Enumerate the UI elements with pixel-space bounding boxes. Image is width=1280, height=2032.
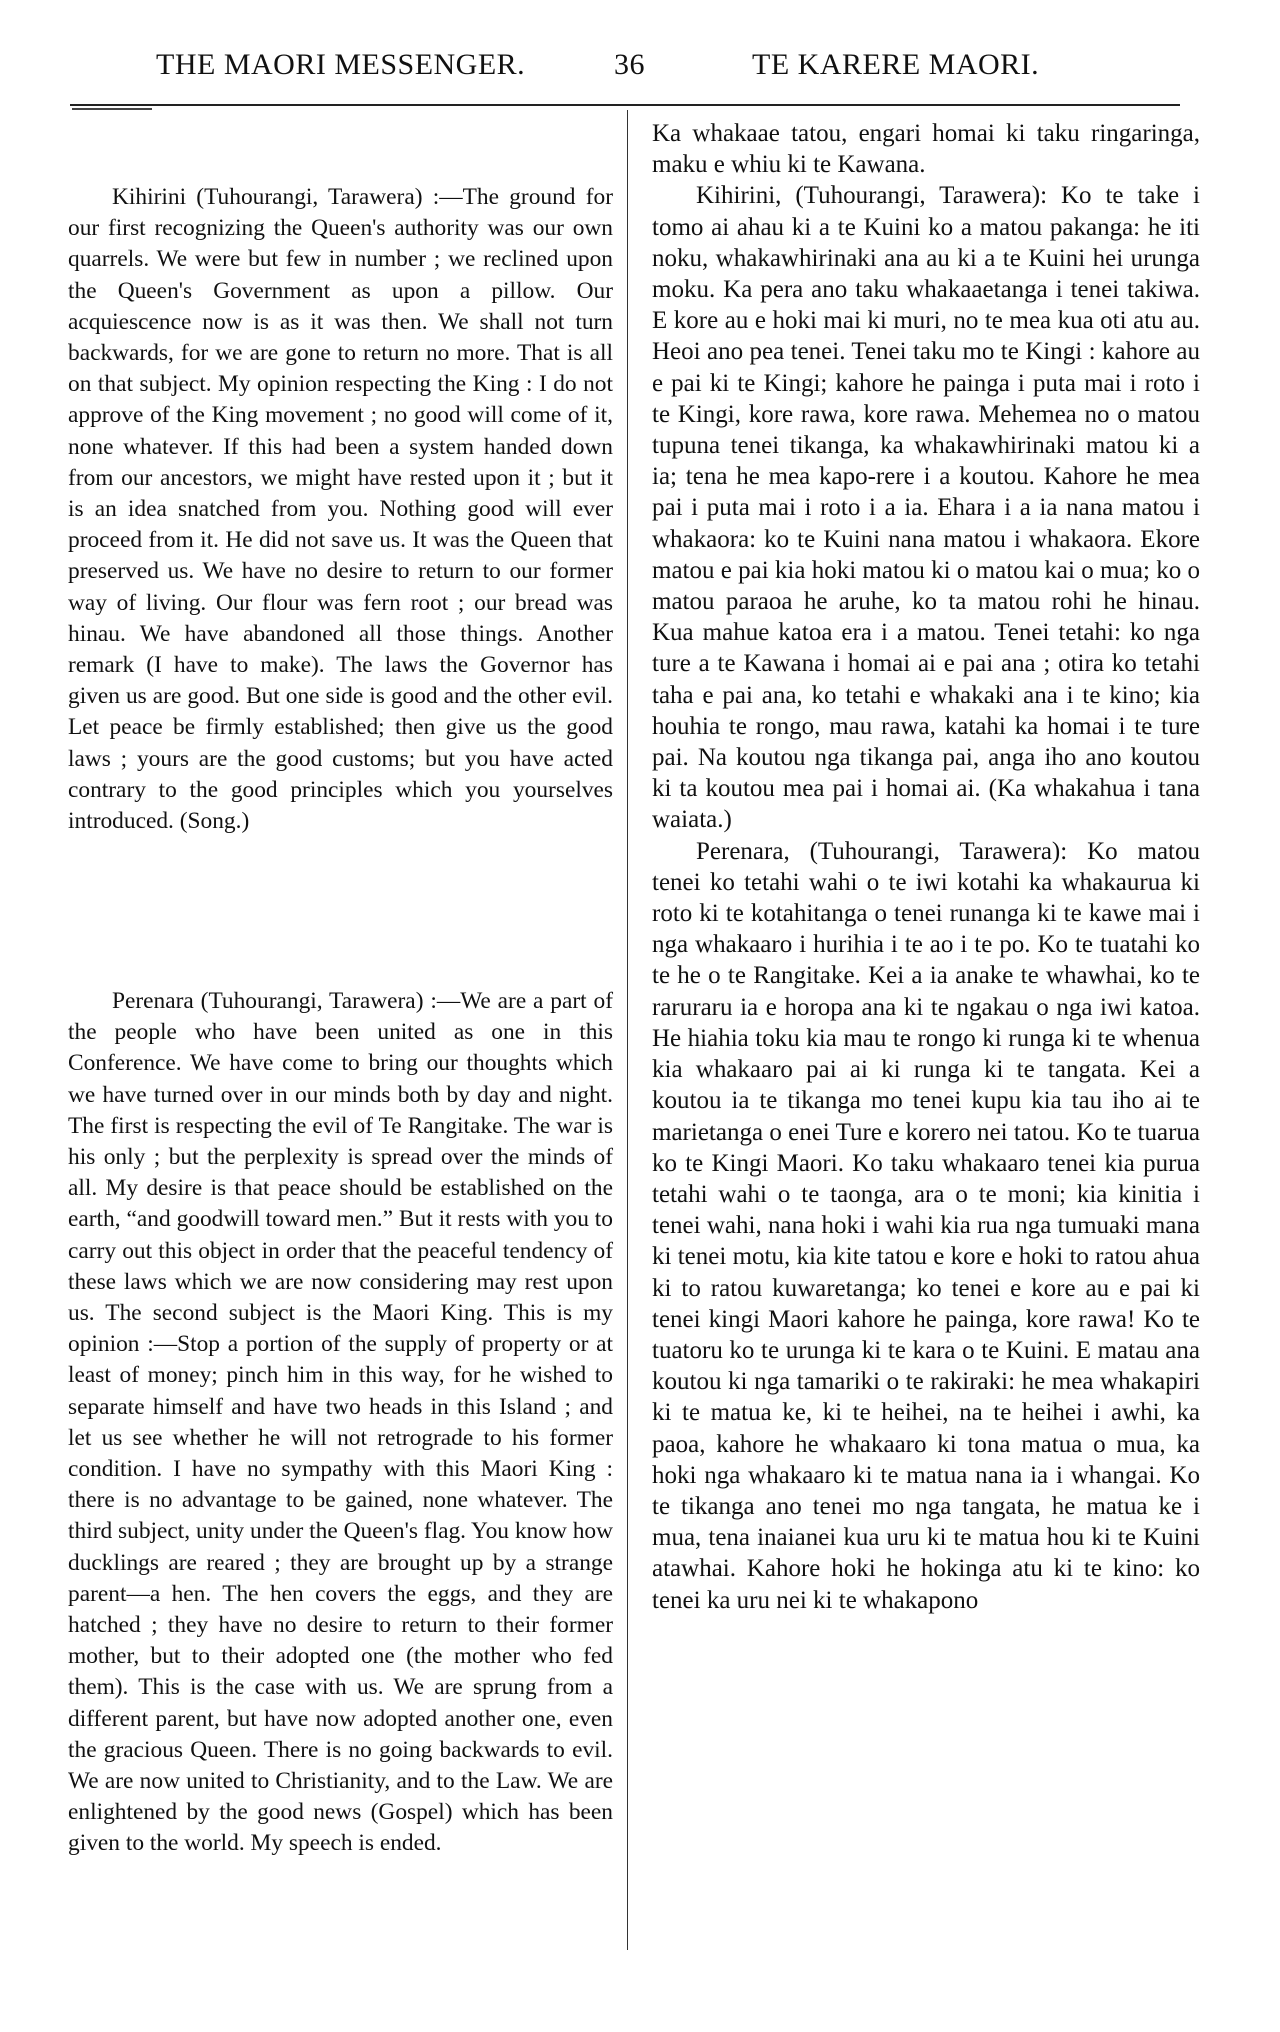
kihirini-speech-english: Kihirini (Tuhourangi, Tarawera) :—The ground for our first recognizing the Queen's authority was our own quarrels. We were but few in number ; we reclined upon the Queen's Government as upon a pillow. Our acquiescence now is as it was then. We shall not turn backwards, for we are gone to return no more. That is all on that subject. My opinion respecting the King : I do not approve of the King movement ; no good will come of it, none whatever. If this had been a system handed down from our ancestors, we might have rested upon it ; but it is an idea snatched from you. Nothing good will ever proceed from it. He did not save us. It was the Queen that preserved us. We have no desire to return to our former way of living. Our flour was fern root ; our bread was hinau. We have abandoned all those things. Another remark (I have to make). The laws the Governor has given us are good. But one side is good and the other evil. Let peace be firmly established; then give us the good laws ; yours are the good customs; but you have acted contrary to the good principles which you yourselves introduced. (Song.) [68, 184, 613, 835]
column-divider [627, 110, 628, 1950]
english-column-lower [68, 986, 613, 1860]
maori-continuation: Ka whakaae tatou, engari homai ki taku ringaringa, maku e whiu ki te Kawana. [652, 120, 1200, 179]
english-masthead-title: THE MAORI MESSENGER. [156, 48, 526, 81]
perenara-speech-maori: Perenara, (Tuhourangi, Tarawera): Ko matou tenei ko tetahi wahi o te iwi kotahi ka whakaurua ki roto ki te kotahitanga o tenei runanga ki te kawe mai i nga whakaaro i hurihia i te ao i te po. Ko te tuatahi ko te he o te Rangitake. Kei a ia anake te whawhai, ko te raruraru ia e horopa ana ki te ngakau o nga iwi katoa. He hiahia toku kia mau te rongo ki runga ki te whenua kia whakaaro pai ai ki runga ki te tangata. Kei a koutou ia te tikanga mo tenei kupu kia tau iho ai te marietanga o enei Ture e korero nei tatou. Ko te tuarua ko te Kingi Maori. Ko taku whakaaro tenei kia purua tetahi wahi o te taonga, ara o te moni; kia kinitia i tenei wahi, nana hoki i wahi kia rua nga tumuaki mana ki tenei motu, kia kite tatou e kore e hoki to ratou ahua ki to ratou kuwaretanga; ko tenei e kore au e pai ki tenei kingi Maori kahore he painga, kore rawa! Ko te tuatoru ko te urunga ki te kara o te Kuini. E matau ana koutou ki nga tamariki o te rakiraki: he mea whakapiri ki te matua ke, ki te heihei, na te heihei i awhi, ka paoa, kahore he whakaaro ki tona matua o mua, ka hoki nga whakaaro ki te matua nana ia i whangai. Ko te tikanga ano tenei mo nga tangata, he matua ke i mua, tena inaianei kua uru ki te matua hou ki te Kuini atawhai. Kahore hoki he hokinga atu ki te kino: ko tenei ka uru nei ki te whakapono [652, 837, 1200, 1614]
kihirini-speech-maori: Kihirini, (Tuhourangi, Tarawera): Ko te take i tomo ai ahau ki a te Kuini ko a matou pakanga: he iti noku, whakawhirinaki ana au ki a te Kuini hei urunga moku. Ka pera ano taku whakaaetanga i tenei takiwa. E kore au e hoki mai ki muri, no te mea kua oti atu au. Heoi ano pea tenei. Tenei taku mo te Kingi : kahore au e pai ki te Kingi; kahore he painga i puta mai i roto i te Kingi, kore rawa, kore rawa. Mehemea no o matou tupuna tenei tikanga, ka whakawhirinaki matou ki a ia; tena he mea kapo-rere i a koutou. Kahore he mea pai i puta mai i roto i a ia. Ehara i a ia nana matou i whakaora: ko te Kuini nana matou i whakaora. Ekore matou e pai kia hoki matou ki o matou kai o mua; ko o matou paraoa he aruhe, ko ta matou rohi he hinau. Kua mahue katoa era i a matou. Tenei tetahi: ko nga ture a te Kawana i homai ai e pai ana ; otira ko tetahi taha e pai ana, ko tetahi e whakaki ana i te kino; kia houhia te rongo, mau rawa, katahi ka homai i te ture pai. Na koutou nga tikanga pai, anga iho ano koutou ki ta koutou mea pai i homai ai. (Ka whakahua i tana waiata.) [652, 182, 1200, 834]
page-header [60, 48, 1180, 98]
page-number: 36 [614, 48, 645, 81]
maori-masthead-title: TE KARERE MAORI. [752, 48, 1040, 81]
perenara-speech-english: Perenara (Tuhourangi, Tarawera) :—We are a part of the people who have been united as one in this Conference. We have come to bring our thoughts which we have turned over in our minds both by day and night. The first is respecting the evil of Te Rangitake. The war is his only ; but the perplexity is spread over the minds of all. My desire is that peace should be established on the earth, “and goodwill toward men.” But it rests with you to carry out this object in order that the peaceful tendency of these laws which we are now considering may rest upon us. The second subject is the Maori King. This is my opinion :—Stop a portion of the supply of property or at least of money; pinch him in this way, for he wished to separate himself and have two heads in this Island ; and let us see whether he will not retrograde to his former condition. I have no sympathy with this Maori King : there is no advantage to be gained, none whatever. The third subject, unity under the Queen's flag. You know how ducklings are reared ; they are brought up by a strange parent—a hen. The hen covers the eggs, and they are hatched ; they have no desire to return to their former mother, but to their adopted one (the mother who fed them). This is the case with us. We are sprung from a different parent, but have now adopted another one, even the gracious Queen. There is no going backwards to evil. We are now united to Christianity, and to the Law. We are enlightened by the good news (Gospel) which has been given to the world. My speech is ended. [68, 988, 613, 1857]
section-dash [72, 108, 152, 110]
header-rule [70, 104, 1180, 106]
maori-column [652, 118, 1200, 1616]
english-column [68, 182, 613, 837]
